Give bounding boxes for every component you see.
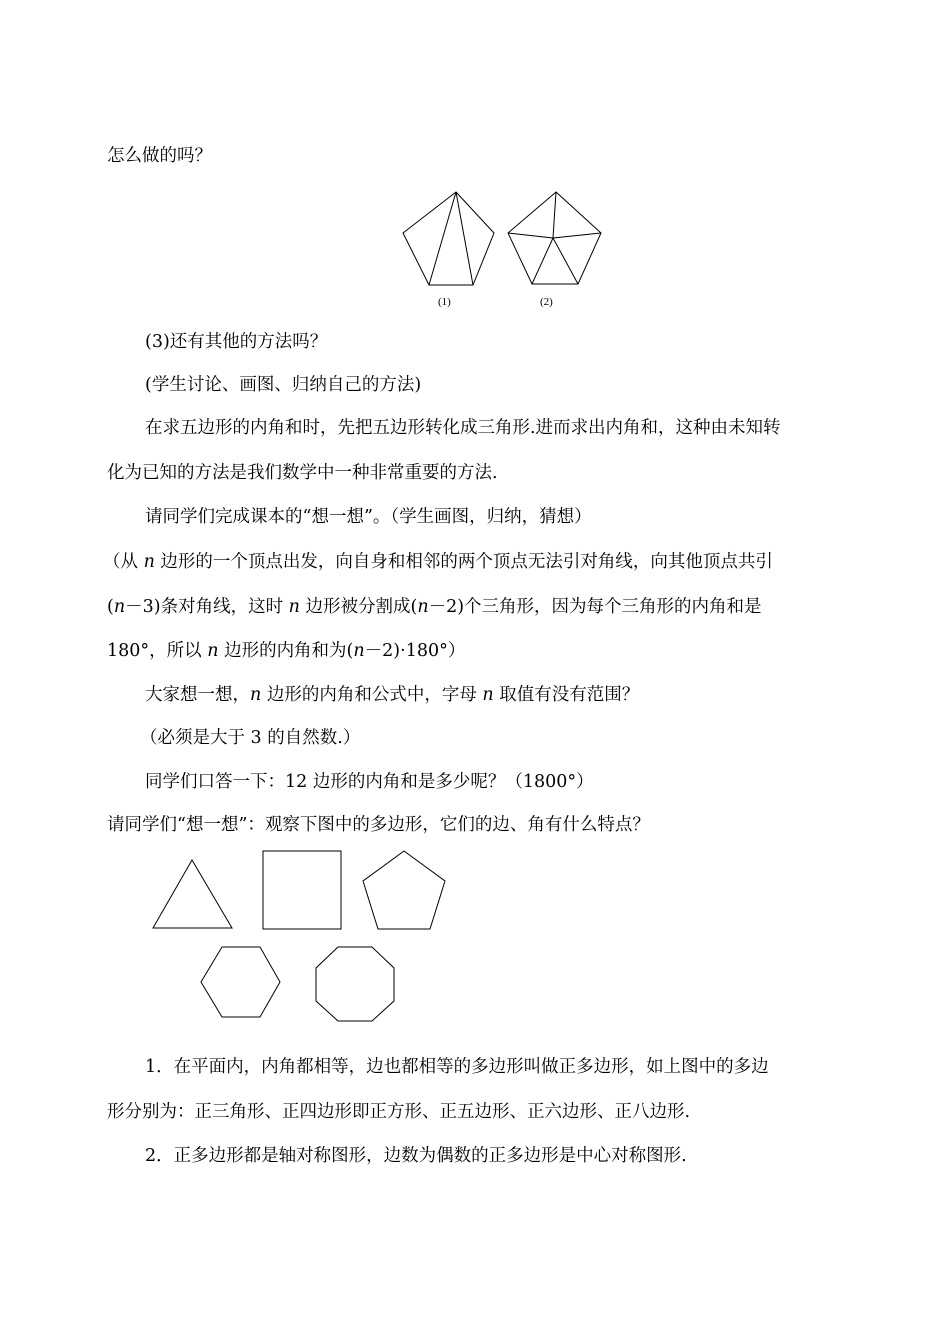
text-segment: 怎么做的吗？ (107, 146, 212, 166)
text-segment: 形分别为：正三角形、正四边形即正方形、正五边形、正六边形、正八边形. (107, 1102, 691, 1122)
variable-n: n (143, 552, 155, 572)
text-segment: －2)个三角形，因为每个三角形的内角和是 (428, 597, 762, 617)
text-segment: 2．正多边形都是轴对称图形，边数为偶数的正多边形是中心对称图形. (145, 1146, 687, 1166)
triangle-shape (153, 860, 232, 928)
text-segment: 同学们口答一下：12 边形的内角和是多少呢？（1800°） (145, 772, 594, 792)
variable-n: n (113, 597, 126, 617)
pentagon-figure-2 (508, 192, 601, 284)
variable-n: n (417, 597, 429, 617)
variable-n: n (482, 685, 494, 705)
text-segment: －3)条对角线，这时 (125, 597, 289, 617)
text-segment: 请同学们“想一想”：观察下图中的多边形，它们的边、角有什么特点？ (107, 815, 650, 835)
text-segment: 取值有没有范围？ (493, 685, 640, 705)
text-segment: 边形的一个顶点出发，向自身和相邻的两个顶点无法引对角线，向其他顶点共引 (154, 552, 773, 572)
text-segment: 1．在平面内，内角都相等，边也都相等的多边形叫做正多边形，如上图中的多边 (145, 1057, 769, 1077)
pentagon-figure-1 (403, 192, 494, 285)
text-segment: （从 (103, 552, 144, 572)
figure-label-2: (2) (540, 296, 553, 308)
text-segment: 180°，所以 (107, 641, 208, 661)
text-segment: (学生讨论、画图、归纳自己的方法) (145, 375, 422, 395)
text-segment: 化为已知的方法是我们数学中一种非常重要的方法. (107, 463, 498, 483)
text-segment: (3)还有其他的方法吗？ (145, 332, 328, 352)
text-segment: 边形的内角和公式中，字母 (261, 685, 483, 705)
figure-label-1: (1) (438, 296, 451, 308)
hexagon-shape (201, 947, 280, 1017)
variable-n: n (288, 597, 300, 617)
variable-n: n (207, 641, 219, 661)
text-segment: ( (107, 597, 114, 617)
variable-n: n (250, 685, 262, 705)
text-segment: 边形的内角和为( (218, 641, 354, 661)
text-segment: －2)·180°） (364, 641, 466, 661)
square-shape (263, 851, 341, 929)
text-segment: 请同学们完成课本的“想一想”。（学生画图，归纳，猜想） (145, 507, 592, 527)
octagon-shape (316, 947, 394, 1021)
text-segment: 在求五边形的内角和时，先把五边形转化成三角形.进而求出内角和，这种由未知转 (145, 418, 781, 438)
variable-n: n (353, 641, 365, 661)
text-segment: （必须是大于 3 的自然数.） (140, 728, 361, 748)
text-segment: 边形被分割成( (299, 597, 418, 617)
text-segment: 大家想一想， (145, 685, 250, 705)
pentagon-shape (363, 851, 445, 929)
